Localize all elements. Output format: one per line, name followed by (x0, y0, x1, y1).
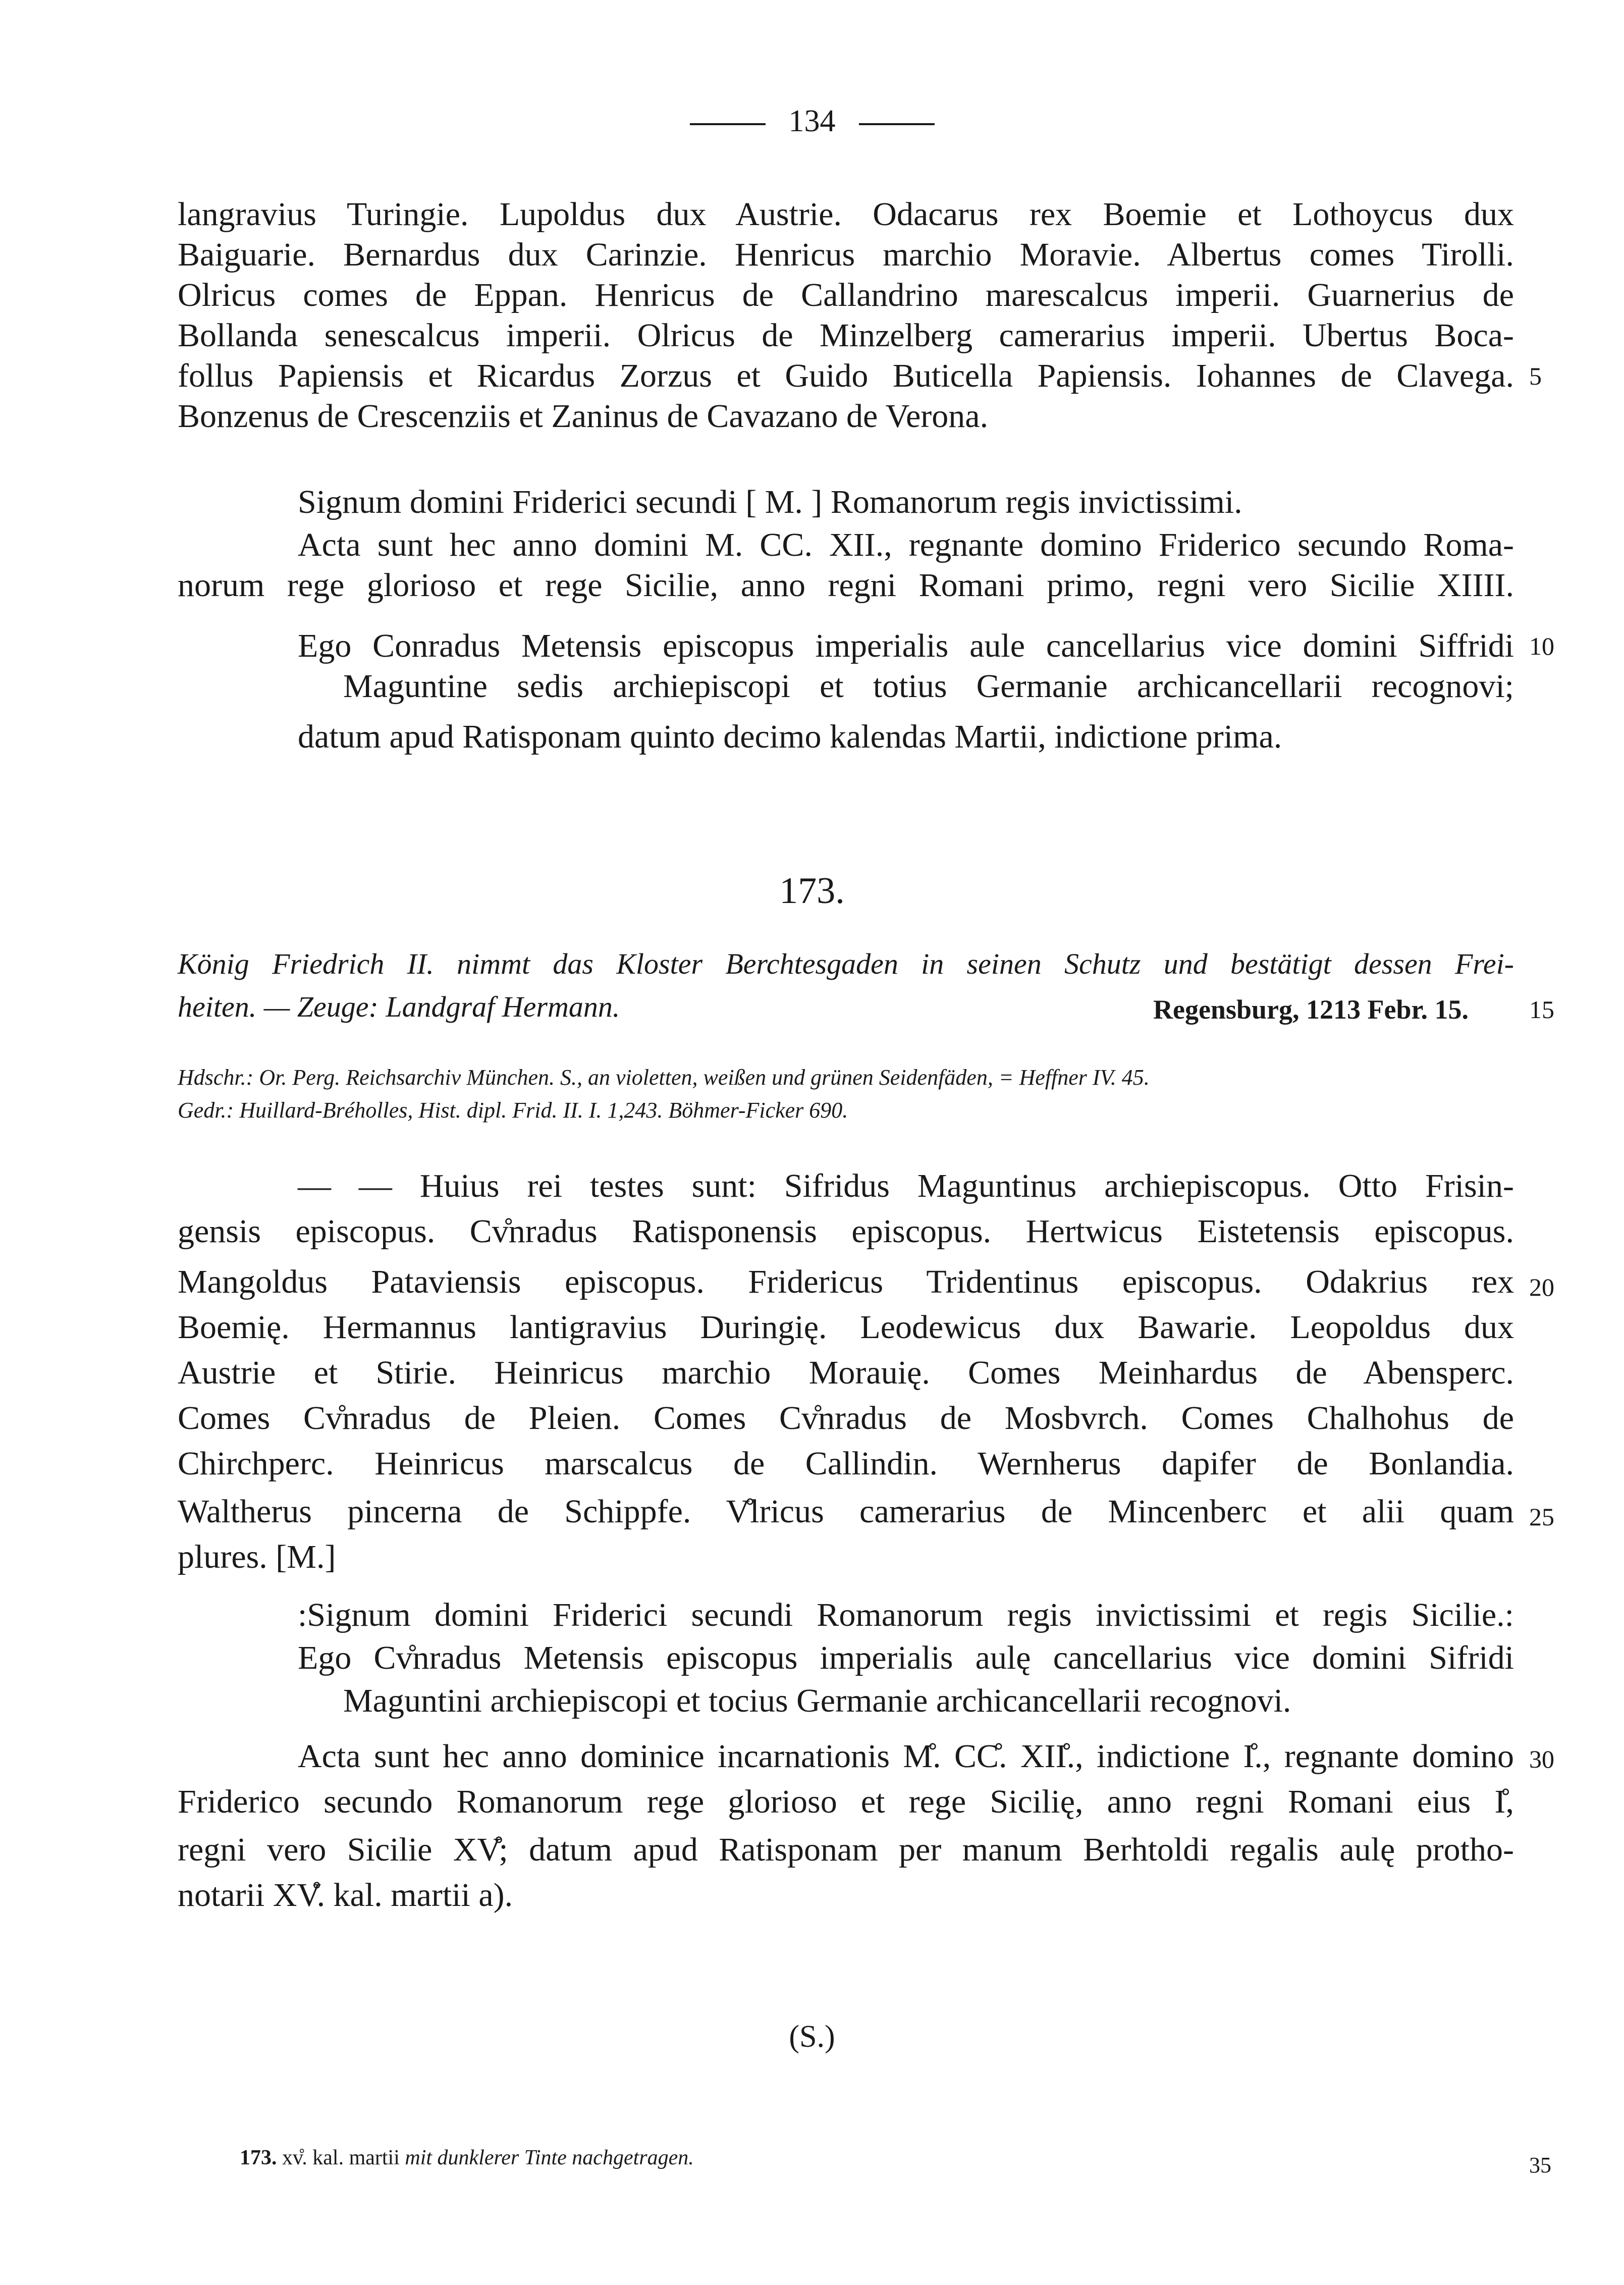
seal-mark: (S.) (789, 2020, 835, 2054)
text-line: Friderico secundo Romanorum rege glorioso et rege Sicilię, anno regni Romani eius I̊, (178, 1783, 1514, 1820)
text-line: Baiguarie. Bernardus dux Carinzie. Henricus marchio Moravie. Albertus comes Tirolli. (178, 236, 1514, 273)
footnote-text: xv̊. kal. martii (282, 2146, 400, 2169)
line-number: 15 (1529, 995, 1554, 1024)
source-manuscript: Hdschr.: Or. Perg. Reichsarchiv München. S., an violetten, weißen und grünen Seidenfäden, = Heffner IV. 45. (178, 1065, 1150, 1090)
text-line: Maguntini archiepiscopi et tocius Germanie archicancellarii recognovi. (343, 1682, 1291, 1719)
text-line: Maguntine sedis archiepiscopi et totius Germanie archicancellarii recognovi; (343, 668, 1514, 705)
text-line: Ego Conradus Metensis episcopus imperialis aule cancellarius vice domini Siffridi (298, 627, 1514, 664)
text-line: Austrie et Stirie. Heinricus marchio Morauię. Comes Meinhardus de Abensperc. (178, 1354, 1514, 1391)
text-line: Olricus comes de Eppan. Henricus de Callandrino marescalcus imperii. Guarnerius de (178, 277, 1514, 313)
footnote-note: mit dunklerer Tinte nachgetragen. (405, 2146, 694, 2169)
page-header (0, 101, 1624, 141)
header-rule-right (859, 123, 935, 125)
signum-line: :Signum domini Friderici secundi Romanorum regis invictissimi et regis Sicilie.: (298, 1597, 1514, 1633)
document-number: 173. (779, 870, 845, 912)
text-line: Mangoldus Pataviensis episcopus. Fridericus Tridentinus episcopus. Odakrius rex (178, 1263, 1514, 1300)
text-line: norum rege glorioso et rege Sicilie, anno regni Romani primo, regni vero Sicilie XIIII. (178, 567, 1514, 604)
regest-summary: König Friedrich II. nimmt das Kloster Berchtesgaden in seinen Schutz und bestätigt dessen Frei- (178, 947, 1514, 980)
place-date: Regensburg, 1213 Febr. 15. (1153, 994, 1469, 1025)
text-line: Waltherus pincerna de Schippfe. V̊lricus camerarius de Mincenberc et alii quam (178, 1493, 1514, 1530)
text-line: Bonzenus de Crescenziis et Zaninus de Cavazano de Verona. (178, 398, 989, 435)
text-line: Chirchperc. Heinricus marscalcus de Callindin. Wernherus dapifer de Bonlandia. (178, 1445, 1514, 1482)
text-line: Acta sunt hec anno dominice incarnationis M̊. CC̊. XII̊., indictione I̊., regnante domino (298, 1738, 1514, 1775)
line-number: 10 (1529, 632, 1554, 660)
text-line: follus Papiensis et Ricardus Zorzus et Guido Buticella Papiensis. Iohannes de Clavega. (178, 357, 1514, 394)
text-line: langravius Turingie. Lupoldus dux Austrie. Odacarus rex Boemie et Lothoycus dux (178, 196, 1514, 233)
text-line: Boemię. Hermannus lantigravius Duringię. Leodewicus dux Bawarie. Leopoldus dux (178, 1309, 1514, 1346)
regest-summary-cont: heiten. — Zeuge: Landgraf Hermann. (178, 990, 620, 1023)
text-line: Acta sunt hec anno domini M. CC. XII., regnante domino Friderico secundo Roma- (298, 526, 1514, 563)
text-line: regni vero Sicilie XV̊; datum apud Ratisponam per manum Berhtoldi regalis aulę protho- (178, 1831, 1514, 1868)
text-line: Ego Cv̊nradus Metensis episcopus imperialis aulę cancellarius vice domini Sifridi (298, 1639, 1514, 1676)
text-line: datum apud Ratisponam quinto decimo kalendas Martii, indictione prima. (298, 718, 1282, 755)
text-line: plures. [M.] (178, 1538, 336, 1575)
line-number: 5 (1529, 362, 1542, 390)
line-number: 35 (1529, 2153, 1551, 2177)
source-printed: Gedr.: Huillard-Bréholles, Hist. dipl. Frid. II. I. 1,243. Böhmer-Ficker 690. (178, 1098, 848, 1123)
text-line: Comes Cv̊nradus de Pleien. Comes Cv̊nradus de Mosbvrch. Comes Chalhohus de (178, 1400, 1514, 1437)
line-number: 30 (1529, 1745, 1554, 1773)
footnote (240, 2143, 694, 2173)
signum-line: Signum domini Friderici secundi [ M. ] Romanorum regis invictissimi. (298, 484, 1242, 520)
line-number: 25 (1529, 1503, 1554, 1531)
page-number: 134 (788, 104, 836, 138)
text-line: — — Huius rei testes sunt: Sifridus Maguntinus archiepiscopus. Otto Frisin- (298, 1167, 1514, 1204)
line-number: 20 (1529, 1273, 1554, 1301)
header-rule-left (690, 123, 766, 125)
text-line: gensis episcopus. Cv̊nradus Ratisponensis episcopus. Hertwicus Eistetensis episcopus. (178, 1213, 1514, 1250)
text-line: Bollanda senescalcus imperii. Olricus de Minzelberg camerarius imperii. Ubertus Boca- (178, 317, 1514, 354)
text-line: notarii XV̊. kal. martii a). (178, 1877, 513, 1914)
footnote-number: 173. (240, 2146, 277, 2169)
